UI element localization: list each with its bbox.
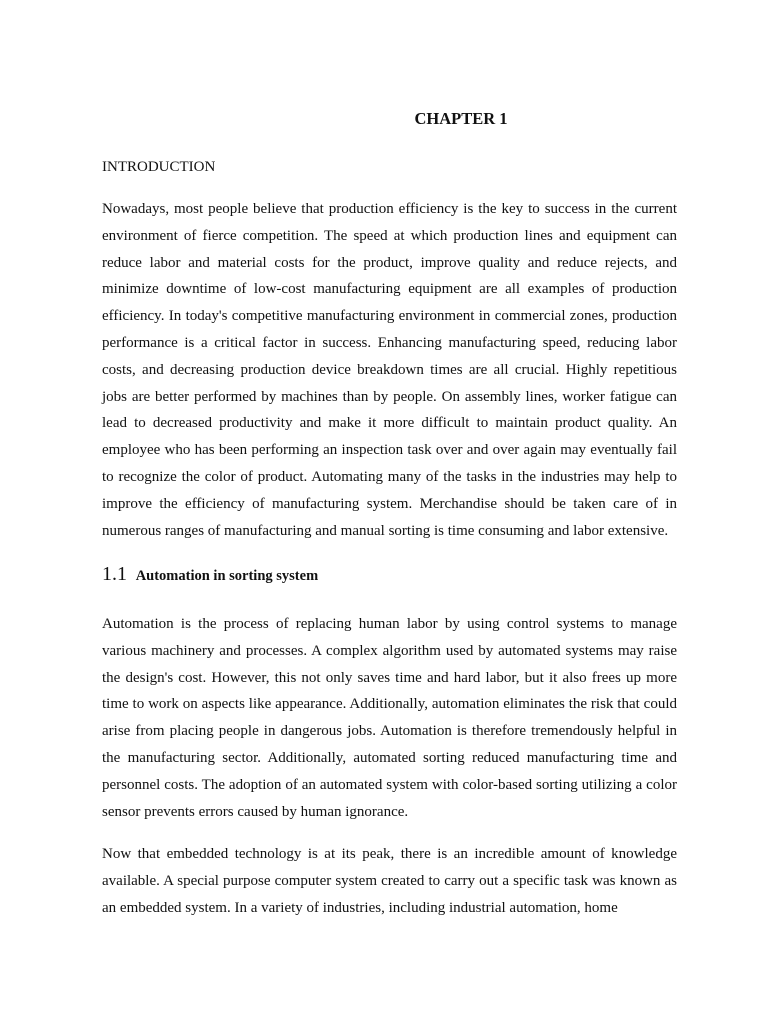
introduction-heading: INTRODUCTION xyxy=(102,159,216,175)
automation-paragraph: Automation is the process of replacing human labor by using control systems to manage various machinery and processes. A complex algorithm used by automated systems may raise the design's cost. However, this not only saves time and hard labor, but it also frees up more time to work on aspects like appearance. Additionally, automation eliminates the risk that could arise from placing people in dangerous jobs. Automation is therefore tremendously helpful in the manufacturing sector. Additionally, automated sorting reduced manufacturing time and personnel costs. The adoption of an automated system with color-based sorting utilizing a color sensor prevents errors caused by human ignorance. xyxy=(102,616,677,820)
introduction-paragraph: Nowadays, most people believe that production efficiency is the key to success in the current environment of fierce competition. The speed at which production lines and equipment can reduce labor and material costs for the product, improve quality and reduce rejects, and minimize downtime of low-cost manufacturing equipment are all examples of production efficiency. In today's competitive manufacturing environment in commercial zones, production performance is a critical factor in success. Enhancing manufacturing speed, reducing labor costs, and decreasing production device breakdown times are all crucial. Highly repetitious jobs are better performed by machines than by people. On assembly lines, worker fatigue can lead to decreased productivity and make it more difficult to maintain product quality. An employee who has been performing an inspection task over and over again may eventually fail to recognize the color of product. Automating many of the tasks in the industries may help to improve the efficiency of manufacturing system. Merchandise should be taken care of in numerous ranges of manufacturing and manual sorting is time consuming and labor extensive. xyxy=(102,201,677,539)
chapter-title: CHAPTER 1 xyxy=(414,109,508,128)
section-number: 1.1 xyxy=(102,563,127,585)
embedded-technology-paragraph: Now that embedded technology is at its peak, there is an incredible amount of knowledge available. A special purpose computer system created to carry out a specific task was known as an embedded system. In a variety of industries, including industrial automation, home xyxy=(102,846,677,916)
section-title: Automation in sorting system xyxy=(135,568,319,584)
section-heading xyxy=(102,563,318,586)
